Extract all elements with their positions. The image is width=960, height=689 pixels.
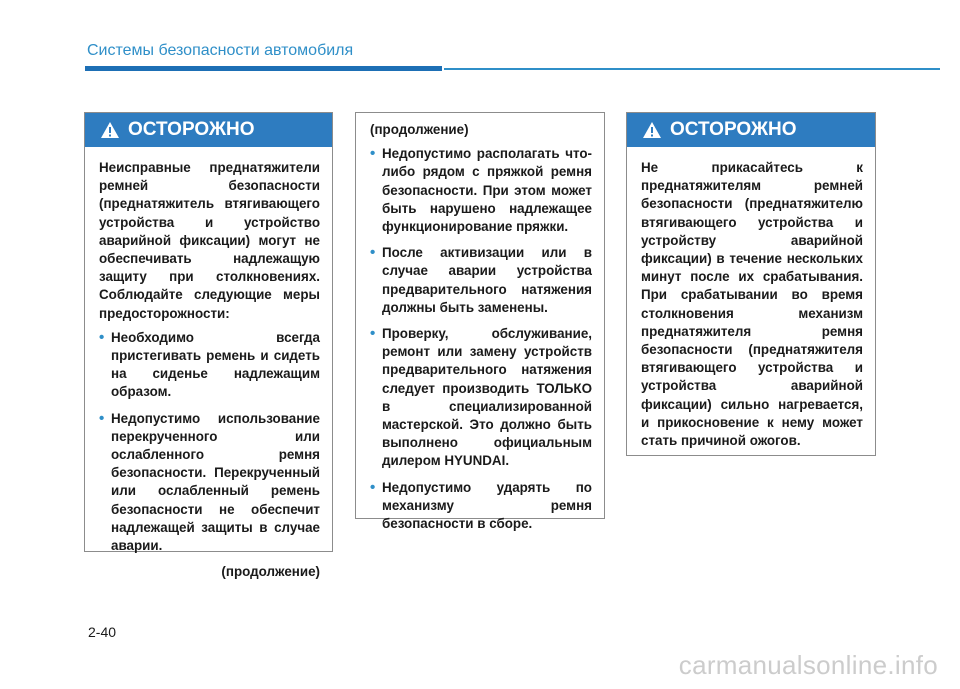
- header-rule-thin: [444, 68, 940, 70]
- continued-top-label: (продолжение): [370, 122, 469, 137]
- continued-label: (продолжение): [221, 564, 320, 580]
- warning-heading: [627, 113, 875, 147]
- warning-intro: Неисправные преднатяжители ремней безопасности (преднатяжитель втягивающего устройства и устройство аварийной фиксации) могут не обеспечивать надлежащую защиту при столкновениях. Соблюдайте следующие меры предосторожности:: [99, 160, 320, 321]
- bullet-item: • Недопустимо располагать что-либо рядом с пряжкой ремня безопасности. При этом может быть нарушено надлежащее функционирование пряжки.: [370, 145, 592, 236]
- warning-triangle-icon: [642, 121, 662, 139]
- warning-heading: [85, 113, 332, 147]
- warning-box-left: [84, 112, 333, 580]
- watermark: carmanualsonline.info: [678, 650, 938, 680]
- warning-bullet-list: [99, 329, 320, 555]
- warning-box-middle: [355, 112, 605, 532]
- section-title: Системы безопасности автомобиля: [87, 42, 354, 59]
- warning-heading-text: ОСТОРОЖНО: [128, 119, 255, 140]
- bullet-item: • Недопустимо ударять по механизму ремня безопасности в сборе.: [370, 479, 592, 534]
- page-number: 2-40: [88, 624, 117, 640]
- warning-box-right: [626, 112, 876, 456]
- bullet-item: • Недопустимо использование перекрученного или ослабленного ремня безопасности. Перекрученный или ослабленный ремень безопасности не обеспечит надлежащей защиты в случае аварии.: [99, 410, 320, 556]
- warning-triangle-icon: [100, 121, 120, 139]
- bullet-item: • Проверку, обслуживание, ремонт или замену устройств предварительного натяжения следует производить ТОЛЬКО в специализированной мастерской. Это должно быть выполнено официальным дилером HYUNDAI.: [370, 325, 592, 471]
- warning-bullet-list: [370, 145, 592, 533]
- warning-heading-text: ОСТОРОЖНО: [670, 119, 797, 140]
- warning-text: Не прикасайтесь к преднатяжителям ремней безопасности (преднатяжителю втягивающего устройства и устройству аварийной фиксации) в течение нескольких минут после их срабатывания. При срабатывании во время столкновения механизм преднатяжителя ремня безопасности (преднатяжителя втягивающего устройства и устройства аварийной фиксации) сильно нагревается, и прикосновение к нему может стать причиной ожогов.: [641, 160, 863, 449]
- bullet-item: • После активизации или в случае аварии устройства предварительного натяжения должны быть заменены.: [370, 244, 592, 317]
- bullet-item: • Необходимо всегда пристегивать ремень и сидеть на сиденье надлежащим образом.: [99, 329, 320, 402]
- header-rule-thick: [85, 66, 442, 71]
